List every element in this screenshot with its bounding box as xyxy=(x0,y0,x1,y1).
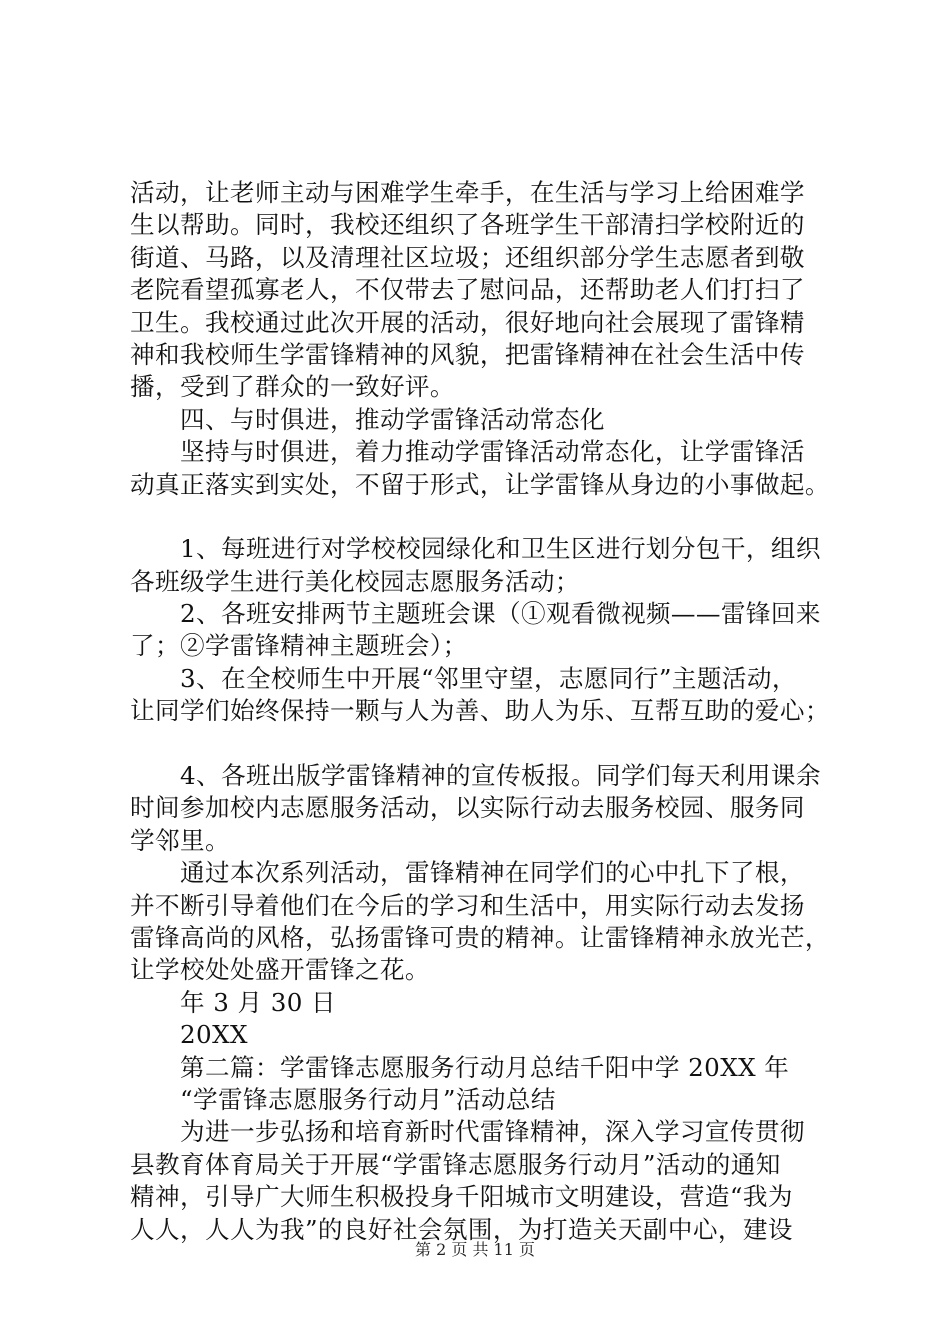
text-line: 生以帮助。同时，我校还组织了各班学生干部清扫学校附近的 xyxy=(130,210,805,240)
text-line: 活动，让老师主动与困难学生牵手，在生活与学习上给困难学 xyxy=(130,178,805,207)
text-line: 了；②学雷锋精神主题班会）； xyxy=(130,631,468,661)
text-line: 播，受到了群众的一致好评。 xyxy=(130,372,455,402)
text-line: 并不断引导着他们在今后的学习和生活中，用实际行动去发扬 xyxy=(130,890,805,920)
text-line: 坚持与时俱进，着力推动学雷锋活动常态化，让学雷锋活 xyxy=(180,437,805,467)
text-line: 学邻里。 xyxy=(130,825,230,855)
text-line: 第二篇：学雷锋志愿服务行动月总结千阳中学 20XX 年 xyxy=(180,1052,790,1082)
text-line: 精神，引导广大师生积极投身千阳城市文明建设，营造“我为 xyxy=(130,1182,793,1212)
text-line: 人人，人人为我”的良好社会氛围，为打造关天副中心，建设 xyxy=(130,1214,793,1244)
text-line: 县教育体育局关于开展“学雷锋志愿服务行动月”活动的通知 xyxy=(130,1149,781,1179)
text-line: 通过本次系列活动，雷锋精神在同学们的心中扎下了根， xyxy=(180,858,805,888)
text-line: 各班级学生进行美化校园志愿服务活动； xyxy=(130,566,580,596)
text-line: 让同学们始终保持一颗与人为善、助人为乐、互帮互助的爱心； xyxy=(130,696,830,726)
text-line: 1、每班进行对学校校园绿化和卫生区进行划分包干，组织 xyxy=(180,534,821,564)
text-line: 20XX xyxy=(180,1020,248,1050)
text-line: 卫生。我校通过此次开展的活动，很好地向社会展现了雷锋精 xyxy=(130,307,805,337)
text-line: 四、与时俱进，推动学雷锋活动常态化 xyxy=(180,404,605,434)
text-line: 老院看望孤寡老人，不仅带去了慰问品，还帮助老人们打扫了 xyxy=(130,275,805,305)
text-line: 让学校处处盛开雷锋之花。 xyxy=(130,955,430,985)
text-line: 时间参加校内志愿服务活动，以实际行动去服务校园、服务同 xyxy=(130,793,805,823)
text-line: 3、在全校师生中开展“邻里守望，志愿同行”主题活动， xyxy=(180,663,797,693)
text-line: 街道、马路，以及清理社区垃圾；还组织部分学生志愿者到敬 xyxy=(130,242,805,272)
text-line: 动真正落实到实处，不留于形式，让学雷锋从身边的小事做起。 xyxy=(130,469,830,499)
text-line: “学雷锋志愿服务行动月”活动总结 xyxy=(180,1084,556,1114)
text-line: 2、各班安排两节主题班会课（①观看微视频——雷锋回来 xyxy=(180,599,821,629)
text-line: 4、各班出版学雷锋精神的宣传板报。同学们每天利用课余 xyxy=(180,761,821,791)
blank-line xyxy=(130,501,850,533)
text-line: 神和我校师生学雷锋精神的风貌，把雷锋精神在社会生活中传 xyxy=(130,339,805,369)
text-line: 雷锋高尚的风格，弘扬雷锋可贵的精神。让雷锋精神永放光芒， xyxy=(130,922,830,952)
text-line: 为进一步弘扬和培育新时代雷锋精神，深入学习宣传贯彻 xyxy=(180,1117,805,1147)
text-line: 年 3 月 30 日 xyxy=(180,987,336,1017)
blank-line xyxy=(130,728,850,760)
document-body xyxy=(130,177,850,1246)
page-footer: 第 2 页 共 11 页 xyxy=(415,1240,535,1259)
